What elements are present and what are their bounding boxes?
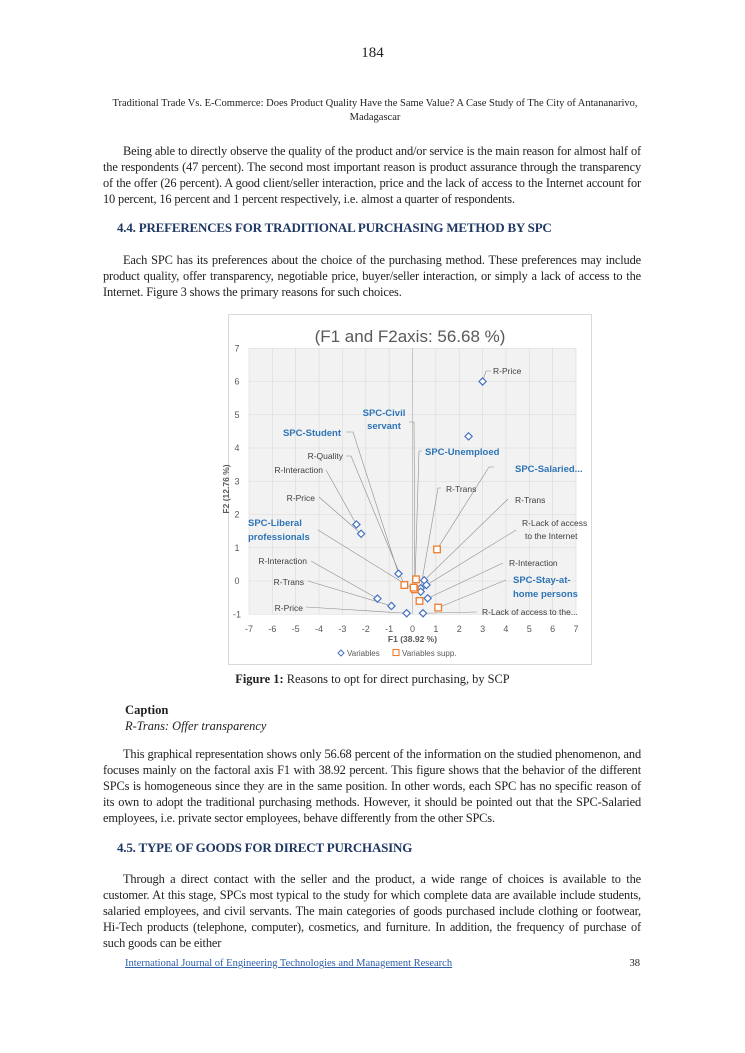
annotation-line: to the Internet [525, 531, 578, 541]
supp-variable-point [434, 546, 441, 553]
legend-variables-marker [338, 650, 344, 656]
y-tick-label: 2 [234, 509, 240, 520]
annotation-label: SPC-Student [282, 428, 341, 439]
caption-title: Caption [125, 703, 169, 717]
supp-variable-point [410, 584, 417, 591]
chart-title: (F1 and F2axis: 56.68 %) [314, 327, 506, 346]
x-tick-label: 1 [433, 624, 439, 634]
figure-chart [221, 314, 592, 665]
supp-variable-point [435, 604, 442, 611]
y-tick-label: 0 [234, 576, 240, 586]
legend-supp-marker [393, 650, 399, 656]
paragraph-goods: Through a direct contact with the seller and the product, a wide range of choices is available to the customer. At this stage, SPCs most typical to the study for which complete data are available include students, salaried employees, and civil servants. The main categories of goods purchased include clothing or footwear, Hi-Tech products (telephone, computer), cosmetics, and furniture. In addition, the frequency of purchase of such goods can be either [103, 872, 641, 950]
supp-variable-point [401, 582, 408, 589]
annotation-label: R-Trans [515, 495, 546, 505]
x-tick-label: 2 [456, 624, 462, 634]
section-heading-4-5: 4.5. TYPE OF GOODS FOR DIRECT PURCHASING [117, 840, 413, 855]
legend-supp-label: Variables supp. [402, 649, 457, 658]
annotation-line: SPC-Stay-at- [513, 575, 571, 586]
annotation-line: SPC-Civil [362, 408, 406, 419]
annotation-line: R-Lack of access [522, 518, 588, 528]
x-tick-label: -1 [385, 624, 394, 634]
y-tick-label: -1 [232, 609, 242, 620]
annotation-line: servant [367, 421, 401, 432]
annotation-label: SPC-Salaried... [515, 464, 583, 475]
page-footer [125, 957, 640, 973]
x-tick-label: -6 [268, 624, 277, 634]
paragraph-preferences: Each SPC has its preferences about the choice of the purchasing method. These preferences may include product quality, offer transparency, negotiable price, buyer/seller interaction, or simply a lack of access to the Internet. Figure 3 shows the primary reasons for such choices. [103, 253, 641, 299]
x-tick-label: -3 [338, 624, 347, 634]
running-head: Traditional Trade Vs. E-Commerce: Does Product Quality Have the Same Value? A Case Study of The City of Antananarivo, Madagascar [112, 98, 638, 123]
x-axis-label: F1 (38.92 %) [387, 634, 438, 644]
annotation-label: R-Lack of access to the... [482, 607, 578, 617]
x-tick-label: 0 [409, 624, 416, 634]
annotation-line: home persons [513, 589, 578, 600]
paragraph-reasons: Being able to directly observe the quality of the product and/or service is the main reason for almost half of the respondents (47 percent). The second most important reason is product assurance through the transparency of the offer (26 percent). A good client/seller interaction, price and the lack of access to the Internet account for 10 percent, 16 percent and 1 percent respectively, i.e. almost a quarter of respondents. [103, 144, 641, 206]
x-tick-label: 3 [480, 624, 486, 634]
supp-variable-point [416, 598, 423, 605]
page-number: 184 [361, 45, 384, 61]
journal-link[interactable]: International Journal of Engineering Technologies and Management Research [125, 958, 453, 969]
legend-variables-label: Variables [347, 649, 380, 658]
y-tick-label: 7 [234, 343, 240, 354]
y-tick-label: 1 [234, 542, 240, 553]
figure-caption [0, 671, 745, 687]
footer-page-number: 38 [629, 958, 640, 969]
annotation-line: professionals [248, 532, 310, 543]
supp-variable-point [413, 576, 420, 583]
annotation-label: R-Trans [273, 577, 304, 587]
paragraph-interpretation: This graphical representation shows only 56.68 percent of the information on the studied phenomenon, and focuses mainly on the factoral axis F1 with 38.92 percent. This figure shows that the behavior of the different SPCs is homogeneous since they are in the same position. In other words, each SPC has no specific reason of its own to adopt the traditional purchasing methods. However, it should be pointed out that the SPC-Salaried employees, i.e. private sector employees, behave differently from the other SPCs. [103, 747, 641, 825]
figure-label: Figure 1: [235, 672, 284, 686]
annotation-label: SPC-Unemploed [425, 447, 500, 458]
caption-item: R-Trans: Offer transparency [125, 719, 267, 733]
y-tick-label: 6 [234, 376, 240, 387]
annotation-label: R-Price [286, 493, 315, 503]
annotation-label: R-Interaction [258, 556, 307, 566]
annotation-label: R-Quality [307, 451, 343, 461]
y-tick-label: 3 [234, 476, 240, 487]
y-axis-label: F2 (12.76 %) [221, 464, 231, 514]
y-tick-label: 5 [234, 409, 240, 420]
figure-caption-text: Reasons to opt for direct purchasing, by SCP [283, 672, 510, 686]
x-tick-label: 7 [573, 624, 579, 634]
y-tick-label: 4 [234, 443, 240, 453]
x-tick-label: -2 [361, 624, 370, 634]
x-tick-label: 5 [526, 624, 532, 634]
section-heading-4-4: 4.4. PREFERENCES FOR TRADITIONAL PURCHASING METHOD BY SPC [117, 220, 552, 235]
x-tick-label: -4 [315, 624, 324, 634]
annotation-line: SPC-Liberal [248, 518, 302, 529]
x-tick-label: -7 [244, 624, 253, 634]
annotation-label: R-Interaction [274, 465, 323, 475]
scatter-chart [221, 315, 591, 664]
x-tick-label: 4 [503, 624, 509, 634]
annotation-label: R-Price [493, 366, 522, 376]
annotation-label: R-Price [274, 603, 303, 613]
x-tick-label: 6 [550, 624, 556, 634]
annotation-label: R-Interaction [509, 558, 558, 568]
annotation-label: R-Trans [446, 484, 477, 494]
x-tick-label: -5 [291, 624, 300, 634]
